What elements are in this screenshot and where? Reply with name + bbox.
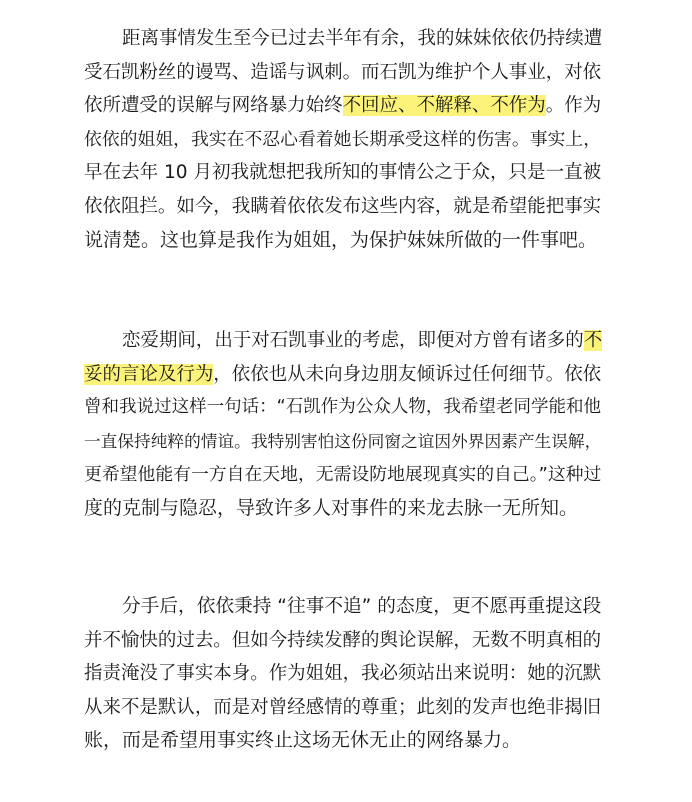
text-segment: 分手后，依依秉持 “往事不追” 的态度，更不愿再重提这段 xyxy=(122,596,602,617)
paragraph-2 xyxy=(84,324,604,526)
text-segment: 恋爱期间，出于对石凯事业的考虑，即便对方曾有诸多的 xyxy=(122,330,584,351)
text-line xyxy=(84,123,604,157)
paragraph-1 xyxy=(84,22,604,257)
text-line xyxy=(84,590,604,624)
text-line xyxy=(84,391,604,425)
highlighted-text: 不回应、不解释、不作为 xyxy=(342,95,546,117)
text-segment: 指责淹没了事实本身。作为姐姐，我必须站出来说明：她的沉默 xyxy=(84,663,602,685)
text-segment: 从来不是默认，而是对曾经感情的尊重；此刻的发声也绝非揭旧 xyxy=(84,696,602,718)
text-segment: 一直保持纯粹的情谊。我特别害怕这份同窗之谊因外界因素产生误解， xyxy=(84,431,602,451)
text-segment: 度的克制与隐忍，导致许多人对事件的来龙去脉一无所知。 xyxy=(84,496,579,519)
paragraph-3 xyxy=(84,590,604,758)
text-line xyxy=(84,657,604,691)
text-line xyxy=(84,56,604,90)
text-line xyxy=(84,458,604,492)
highlighted-text: 妥的言论及行为 xyxy=(84,363,214,385)
text-segment: 账，而是希望用事实终止这场无休无止的网络暴力。 xyxy=(84,729,522,752)
text-segment: 依依的姐姐，我实在不忍心看着她长期承受这样的伤害。事实上， xyxy=(84,128,602,150)
text-line xyxy=(84,324,604,358)
text-segment: 依所遭受的误解与网络暴力始终 xyxy=(84,95,343,117)
text-line xyxy=(84,190,604,224)
text-segment: ，依依也从未向身边朋友倾诉过任何细节。依依 xyxy=(213,363,602,385)
text-line xyxy=(84,624,604,658)
text-segment: 说清楚。这也算是我作为姐姐，为保护妹妹所做的一件事吧。 xyxy=(84,228,598,251)
text-line xyxy=(84,425,604,459)
highlighted-text: 不 xyxy=(583,330,603,351)
text-line xyxy=(84,224,604,258)
text-line xyxy=(84,22,604,56)
text-line xyxy=(84,89,604,123)
text-segment: 曾和我说过这样一句话：“石凯作为公众人物，我希望老同学能和他 xyxy=(84,397,602,418)
text-segment: 受石凯粉丝的谩骂、造谣与讽刺。而石凯为维护个人事业，对依 xyxy=(84,61,602,83)
text-segment: 早在去年 10 月初我就想把我所知的事情公之于众，只是一直被 xyxy=(84,162,602,184)
text-segment: 更希望他能有一方自在天地，无需设防地展现真实的自己。”这种过 xyxy=(84,464,602,486)
text-line xyxy=(84,724,604,758)
text-line xyxy=(84,358,604,392)
text-line xyxy=(84,156,604,190)
text-segment: 并不愉快的过去。但如今持续发酵的舆论误解，无数不明真相的 xyxy=(84,629,602,651)
text-line xyxy=(84,492,604,526)
text-line xyxy=(84,691,604,725)
text-segment: 依依阻拦。如今，我瞒着依依发布这些内容，就是希望能把事实 xyxy=(84,195,602,217)
text-segment: 距离事情发生至今已过去半年有余，我的妹妹依依仍持续遭 xyxy=(122,28,603,49)
text-segment: 。作为 xyxy=(545,95,602,117)
